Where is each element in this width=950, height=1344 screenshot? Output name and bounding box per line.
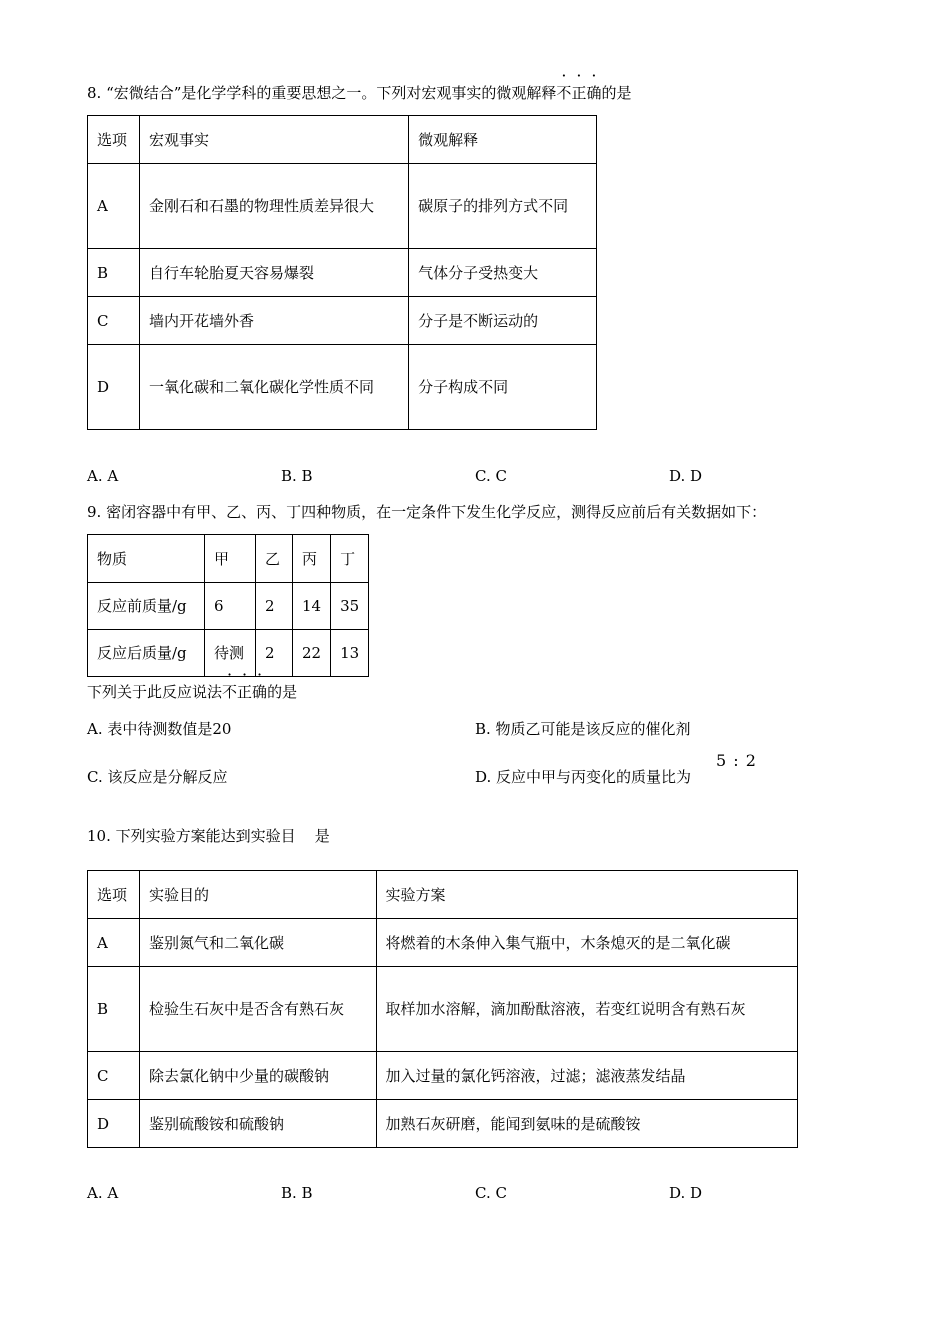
header-cell: 物质 bbox=[88, 535, 205, 583]
option-cell: D bbox=[88, 345, 140, 430]
explain-cell: 碳原子的排列方式不同 bbox=[409, 164, 597, 249]
q8-stem-suffix: 的是 bbox=[601, 84, 632, 102]
header-cell: 实验目的 bbox=[139, 871, 376, 919]
value-cell: 22 bbox=[293, 630, 331, 677]
q10-option-c[interactable]: C. C bbox=[475, 1184, 507, 1202]
q10-option-d[interactable]: D. D bbox=[669, 1184, 703, 1202]
table-row bbox=[88, 164, 597, 249]
emphasis-char: 正 bbox=[237, 683, 253, 701]
q9-table bbox=[87, 534, 369, 677]
fact-cell: 墙内开花墙外香 bbox=[139, 297, 408, 345]
q8-table bbox=[87, 115, 597, 430]
header-cell: 选项 bbox=[88, 116, 140, 164]
emphasis-char: 不 bbox=[222, 683, 238, 701]
goal-cell: 鉴别氮气和二氧化碳 bbox=[139, 919, 376, 967]
table-row bbox=[88, 297, 597, 345]
table-row bbox=[88, 1052, 798, 1100]
plan-cell: 将燃着的木条伸入集气瓶中，木条熄灭的是二氧化碳 bbox=[376, 919, 798, 967]
table-row bbox=[88, 583, 369, 630]
goal-cell: 鉴别硫酸铵和硫酸钠 bbox=[139, 1100, 376, 1148]
plan-cell: 加熟石灰研磨，能闻到氨味的是硫酸铵 bbox=[376, 1100, 798, 1148]
plan-cell: 取样加水溶解，滴加酚酞溶液，若变红说明含有熟石灰 bbox=[376, 967, 798, 1052]
header-cell: 丁 bbox=[331, 535, 369, 583]
plan-cell: 加入过量的氯化钙溶液，过滤；滤液蒸发结晶 bbox=[376, 1052, 798, 1100]
value-cell: 14 bbox=[293, 583, 331, 630]
value-cell: 2 bbox=[256, 630, 293, 677]
table-row bbox=[88, 345, 597, 430]
table-header-row bbox=[88, 871, 798, 919]
header-cell: 甲 bbox=[205, 535, 256, 583]
option-cell: B bbox=[88, 967, 140, 1052]
header-cell: 选项 bbox=[88, 871, 140, 919]
value-cell: 待测 bbox=[205, 630, 256, 677]
table-row bbox=[88, 967, 798, 1052]
value-cell: 35 bbox=[331, 583, 369, 630]
q10-stem: 10. 下列实验方案能达到实验目 是 bbox=[87, 827, 330, 845]
option-cell: C bbox=[88, 1052, 140, 1100]
q9-sub-suffix: 的是 bbox=[267, 683, 298, 701]
value-cell: 2 bbox=[256, 583, 293, 630]
emphasis-char: 确 bbox=[252, 683, 268, 701]
fact-cell: 自行车轮胎夏天容易爆裂 bbox=[139, 249, 408, 297]
option-cell: B bbox=[88, 249, 140, 297]
header-cell: 宏观事实 bbox=[139, 116, 408, 164]
q9-stem: 9. 密闭容器中有甲、乙、丙、丁四种物质，在一定条件下发生化学反应，测得反应前后有关数据如下： bbox=[87, 503, 767, 521]
explain-cell: 分子是不断运动的 bbox=[409, 297, 597, 345]
value-cell: 6 bbox=[205, 583, 256, 630]
emphasis-char: 不 bbox=[556, 84, 572, 102]
q9-option-c[interactable]: C. 该反应是分解反应 bbox=[87, 768, 228, 786]
row-label-cell: 反应后质量/g bbox=[88, 630, 205, 677]
q9-sub-stem bbox=[87, 682, 297, 702]
option-cell: A bbox=[88, 164, 140, 249]
option-cell: C bbox=[88, 297, 140, 345]
row-label-cell: 反应前质量/g bbox=[88, 583, 205, 630]
value-cell: 13 bbox=[331, 630, 369, 677]
q9-ratio: 5 : 2 bbox=[716, 751, 757, 770]
q9-option-a[interactable]: A. 表中待测数值是20 bbox=[87, 720, 232, 738]
q8-stem bbox=[87, 83, 631, 103]
q8-option-d[interactable]: D. D bbox=[669, 467, 703, 485]
q8-option-c[interactable]: C. C bbox=[475, 467, 507, 485]
explain-cell: 气体分子受热变大 bbox=[409, 249, 597, 297]
q10-option-b[interactable]: B. B bbox=[281, 1184, 313, 1202]
table-header-row bbox=[88, 535, 369, 583]
q8-option-a[interactable]: A. A bbox=[87, 467, 119, 485]
table-header-row bbox=[88, 116, 597, 164]
q10-option-a[interactable]: A. A bbox=[87, 1184, 119, 1202]
q8-option-b[interactable]: B. B bbox=[281, 467, 313, 485]
header-cell: 丙 bbox=[293, 535, 331, 583]
table-row bbox=[88, 919, 798, 967]
emphasis-char: 正 bbox=[571, 84, 587, 102]
q9-option-b[interactable]: B. 物质乙可能是该反应的催化剂 bbox=[475, 720, 691, 738]
header-cell: 乙 bbox=[256, 535, 293, 583]
table-row bbox=[88, 1100, 798, 1148]
table-row bbox=[88, 249, 597, 297]
fact-cell: 金刚石和石墨的物理性质差异很大 bbox=[139, 164, 408, 249]
goal-cell: 检验生石灰中是否含有熟石灰 bbox=[139, 967, 376, 1052]
option-cell: A bbox=[88, 919, 140, 967]
explain-cell: 分子构成不同 bbox=[409, 345, 597, 430]
header-cell: 实验方案 bbox=[376, 871, 798, 919]
q10-table bbox=[87, 870, 798, 1148]
fact-cell: 一氧化碳和二氧化碳化学性质不同 bbox=[139, 345, 408, 430]
header-cell: 微观解释 bbox=[409, 116, 597, 164]
q8-stem-text: 8. “宏微结合”是化学学科的重要思想之一。下列对宏观事实的微观解释 bbox=[87, 84, 557, 102]
option-cell: D bbox=[88, 1100, 140, 1148]
q9-option-d[interactable]: D. 反应中甲与丙变化的质量比为 bbox=[475, 768, 692, 786]
goal-cell: 除去氯化钠中少量的碳酸钠 bbox=[139, 1052, 376, 1100]
emphasis-char: 确 bbox=[586, 84, 602, 102]
q9-sub-text: 下列关于此反应说法 bbox=[87, 683, 223, 701]
